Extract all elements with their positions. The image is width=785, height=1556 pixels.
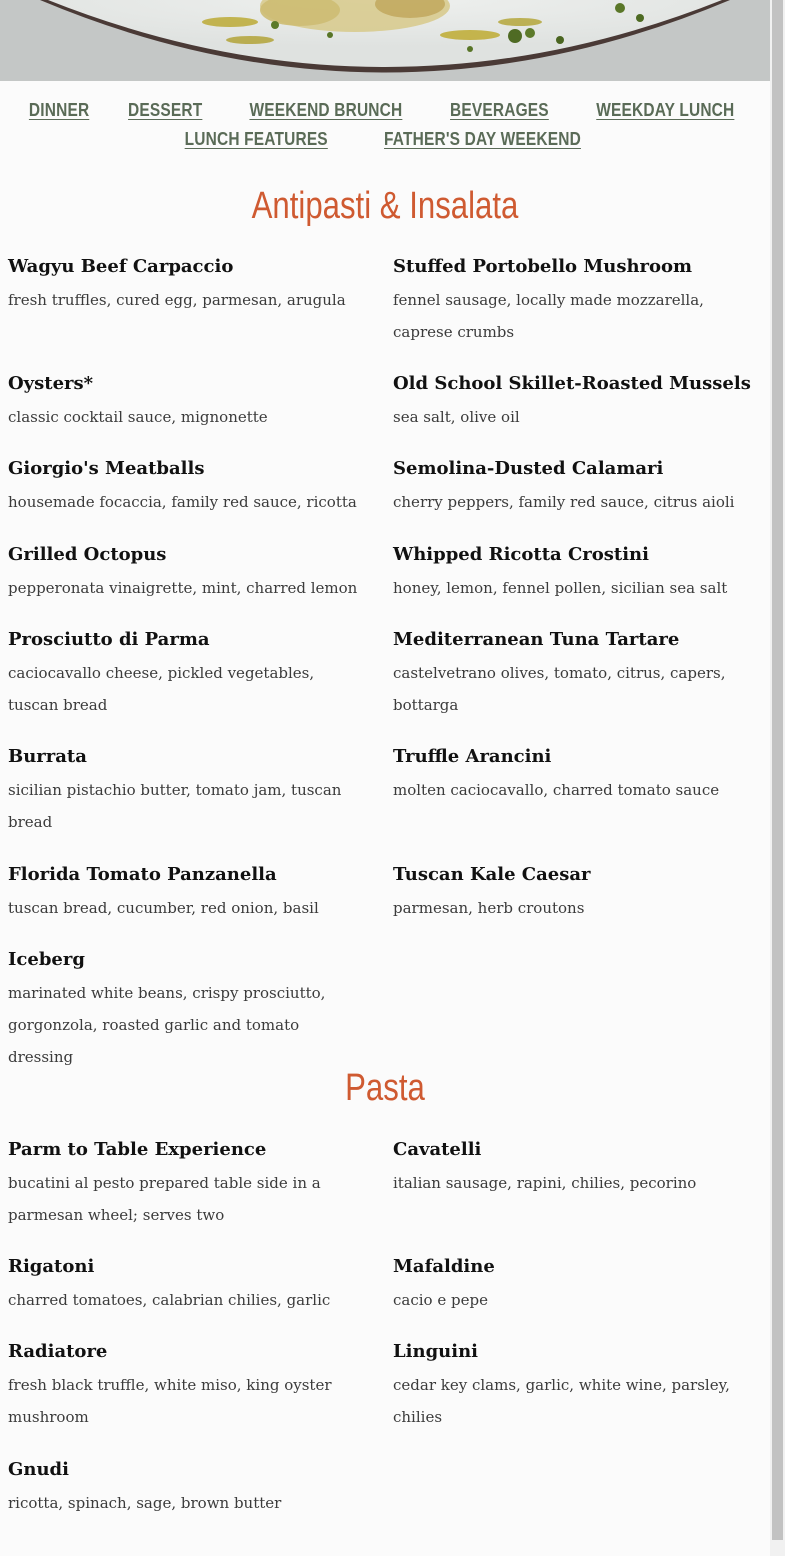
menu-item bbox=[8, 1339, 368, 1433]
menu-item-description: italian sausage, rapini, chilies, pecorino bbox=[393, 1174, 697, 1192]
menu-item-name: Cavatelli bbox=[393, 1139, 482, 1160]
vertical-scrollbar[interactable] bbox=[770, 0, 785, 1556]
menu-item-name: Semolina-Dusted Calamari bbox=[393, 458, 664, 479]
menu-item-description: tuscan bread, cucumber, red onion, basil bbox=[8, 899, 319, 917]
menu-item-name: Florida Tomato Panzanella bbox=[8, 864, 277, 885]
menu-item-name: Mafaldine bbox=[393, 1256, 495, 1277]
nav-link-dinner[interactable]: DINNER bbox=[28, 100, 90, 120]
menu-item bbox=[8, 254, 368, 316]
menu-item bbox=[393, 254, 753, 348]
menu-item bbox=[8, 947, 368, 1073]
menu-item-description: cherry peppers, family red sauce, citrus aioli bbox=[393, 493, 735, 511]
menu-item-name: Truffle Arancini bbox=[393, 746, 552, 767]
menu-item-description: fennel sausage, locally made mozzarella, caprese crumbs bbox=[393, 291, 704, 341]
menu-item bbox=[393, 542, 753, 604]
menu-item bbox=[8, 744, 368, 838]
menu-item-description: housemade focaccia, family red sauce, ricotta bbox=[8, 493, 357, 511]
nav-link-weekend-brunch[interactable]: WEEKEND BRUNCH bbox=[249, 100, 403, 120]
menu-item bbox=[393, 744, 753, 806]
section-title-pasta: Pasta bbox=[345, 1067, 425, 1109]
menu-item bbox=[393, 627, 753, 721]
plate-photo bbox=[0, 0, 770, 81]
menu-item-description: fresh truffles, cured egg, parmesan, arugula bbox=[8, 291, 346, 309]
menu-item-description: pepperonata vinaigrette, mint, charred lemon bbox=[8, 579, 358, 597]
menu-item bbox=[8, 371, 368, 433]
menu-item-name: Radiatore bbox=[8, 1341, 108, 1362]
menu-item-description: cacio e pepe bbox=[393, 1291, 488, 1309]
menu-nav bbox=[0, 96, 770, 154]
menu-item-description: bucatini al pesto prepared table side in a parmesan wheel; serves two bbox=[8, 1174, 321, 1224]
menu-item-description: ricotta, spinach, sage, brown butter bbox=[8, 1494, 282, 1512]
menu-item-description: fresh black truffle, white miso, king oyster mushroom bbox=[8, 1376, 332, 1426]
menu-item bbox=[8, 1254, 368, 1316]
menu-item bbox=[393, 456, 753, 518]
menu-item-description: castelvetrano olives, tomato, citrus, capers, bottarga bbox=[393, 664, 726, 714]
menu-item-description: sea salt, olive oil bbox=[393, 408, 520, 426]
nav-link-beverages[interactable]: BEVERAGES bbox=[450, 100, 550, 120]
nav-link-lunch-features[interactable]: LUNCH FEATURES bbox=[184, 129, 329, 149]
menu-item-description: caciocavallo cheese, pickled vegetables, tuscan bread bbox=[8, 664, 315, 714]
menu-item-description: honey, lemon, fennel pollen, sicilian sea salt bbox=[393, 579, 728, 597]
menu-item-name: Stuffed Portobello Mushroom bbox=[393, 256, 693, 277]
menu-item-description: parmesan, herb croutons bbox=[393, 899, 585, 917]
nav-link-fathers-day-weekend[interactable]: FATHER'S DAY WEEKEND bbox=[383, 129, 581, 149]
menu-item-name: Oysters* bbox=[8, 373, 94, 394]
menu-item bbox=[393, 862, 753, 924]
menu-item bbox=[8, 542, 368, 604]
menu-item-name: Iceberg bbox=[8, 949, 85, 970]
menu-item-name: Tuscan Kale Caesar bbox=[393, 864, 591, 885]
menu-item bbox=[8, 1137, 368, 1231]
menu-item-name: Mediterranean Tuna Tartare bbox=[393, 629, 680, 650]
scrollbar-thumb[interactable] bbox=[772, 0, 783, 1540]
menu-item-name: Prosciutto di Parma bbox=[8, 629, 210, 650]
nav-link-dessert[interactable]: DESSERT bbox=[128, 100, 203, 120]
menu-item-name: Burrata bbox=[8, 746, 87, 767]
menu-item-name: Rigatoni bbox=[8, 1256, 95, 1277]
menu-item-name: Whipped Ricotta Crostini bbox=[393, 544, 649, 565]
menu-item bbox=[8, 627, 368, 721]
menu-item bbox=[393, 1339, 753, 1433]
menu-item bbox=[393, 1137, 753, 1199]
menu-item bbox=[393, 371, 753, 433]
menu-item-name: Gnudi bbox=[8, 1459, 69, 1480]
menu-item-description: molten caciocavallo, charred tomato sauce bbox=[393, 781, 720, 799]
menu-item-name: Linguini bbox=[393, 1341, 479, 1362]
menu-nav-row-2 bbox=[0, 125, 770, 154]
menu-item-name: Giorgio's Meatballs bbox=[8, 458, 205, 479]
menu-item bbox=[8, 456, 368, 518]
menu-item-name: Grilled Octopus bbox=[8, 544, 167, 565]
nav-link-weekday-lunch[interactable]: WEEKDAY LUNCH bbox=[596, 100, 735, 120]
menu-item bbox=[8, 862, 368, 924]
menu-item-name: Parm to Table Experience bbox=[8, 1139, 267, 1160]
menu-item bbox=[8, 1457, 368, 1519]
hero-image bbox=[0, 0, 770, 81]
section-title-antipasti: Antipasti & Insalata bbox=[251, 185, 519, 227]
menu-item-description: sicilian pistachio butter, tomato jam, tuscan bread bbox=[8, 781, 342, 831]
menu-item-description: classic cocktail sauce, mignonette bbox=[8, 408, 268, 426]
menu-item bbox=[393, 1254, 753, 1316]
menu-item-name: Old School Skillet-Roasted Mussels bbox=[393, 373, 751, 394]
menu-item-description: marinated white beans, crispy prosciutto, gorgonzola, roasted garlic and tomato dressing bbox=[8, 984, 326, 1066]
menu-item-name: Wagyu Beef Carpaccio bbox=[8, 256, 234, 277]
menu-item-description: cedar key clams, garlic, white wine, parsley, chilies bbox=[393, 1376, 730, 1426]
menu-item-description: charred tomatoes, calabrian chilies, garlic bbox=[8, 1291, 331, 1309]
menu-nav-row-1 bbox=[0, 96, 770, 125]
